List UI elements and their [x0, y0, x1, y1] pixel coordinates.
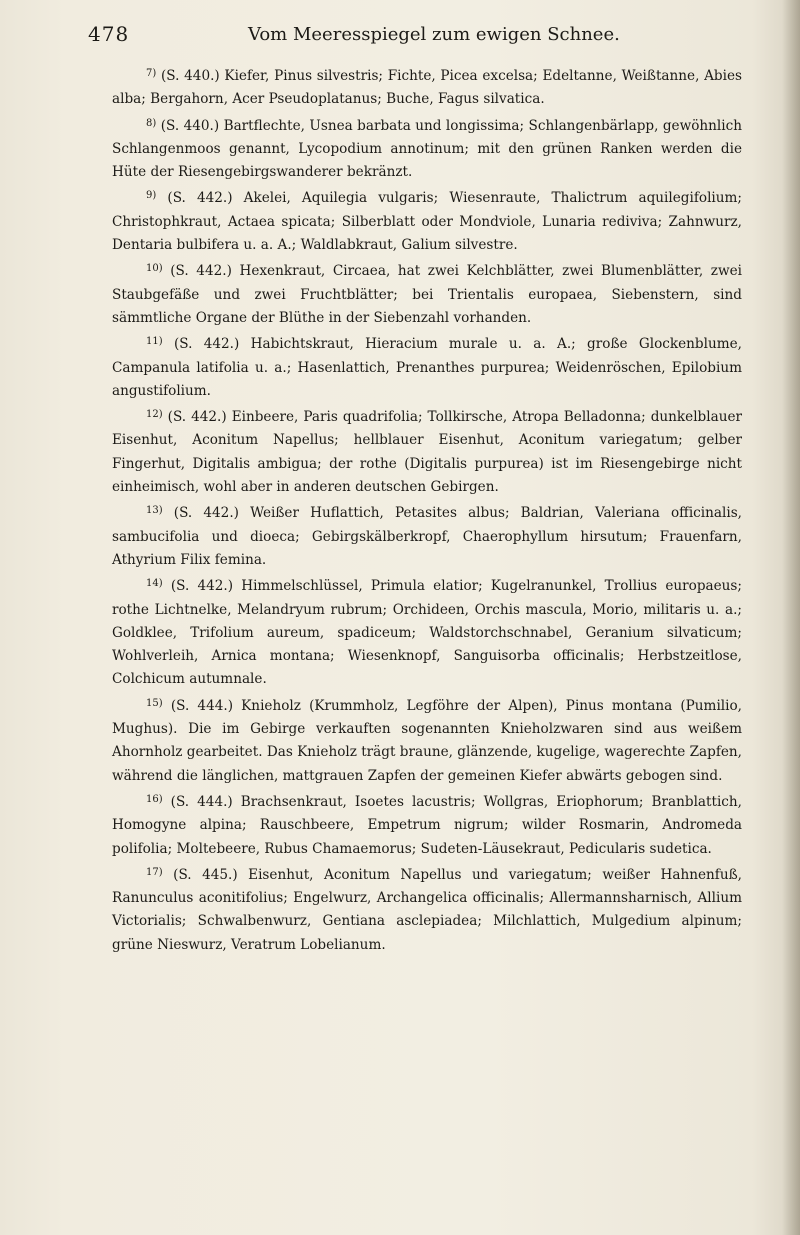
- page-header: [88, 22, 728, 52]
- footnote-7: [112, 62, 742, 112]
- footnote-text: (S. 440.) Bartflechte, Usnea barbata und longissima; Schlangenbärlapp, gewöhnlich Schlangenmoos genannt, Lycopodium annotinum; mit den grünen Ranken werden die Hüte der Riesengebirgswanderer bekränzt.: [112, 117, 742, 181]
- footnote-8: [112, 112, 742, 185]
- footnote-12: [112, 403, 742, 499]
- footnote-marker: 17): [146, 866, 163, 878]
- footnote-text: (S. 444.) Brachsenkraut, Isoetes lacustris; Wollgras, Eriophorum; Branblattich, Homogyne alpina; Rauschbeere, Empetrum nigrum; wilder Rosmarin, Andromeda polifolia; Moltebeere, Rubus Chamaemorus; Sudeten-Läusekraut, Pedicularis sudetica.: [112, 793, 742, 857]
- footnote-text: (S. 445.) Eisenhut, Aconitum Napellus und variegatum; weißer Hahnenfuß, Ranunculus aconitifolius; Engelwurz, Archangelica officinalis; Allermannsharnisch, Allium Victorialis; Schwalbenwurz, Gentiana asclepiadea; Milchlattich, Mulgedium alpinum; grüne Nieswurz, Veratrum Lobelianum.: [112, 866, 742, 953]
- footnote-marker: 13): [146, 505, 163, 517]
- footnote-marker: 12): [146, 409, 163, 421]
- footnote-17: [112, 861, 742, 957]
- footnote-marker: 14): [146, 578, 163, 590]
- footnote-marker: 9): [146, 190, 157, 202]
- page-number: 478: [88, 22, 130, 46]
- footnote-marker: 11): [146, 336, 163, 348]
- footnote-marker: 15): [146, 697, 163, 709]
- footnote-text: (S. 442.) Hexenkraut, Circaea, hat zwei Kelchblätter, zwei Blumenblätter, zwei Staubgefäße und zwei Fruchtblätter; bei Trientalis europaea, Siebenstern, sind sämmtliche Organe der Blüthe in der Siebenzahl vorhanden.: [112, 263, 742, 326]
- footnote-marker: 8): [146, 117, 157, 129]
- footnote-14: [112, 572, 742, 691]
- footnote-text: (S. 442.) Habichtskraut, Hieracium murale u. a. A.; große Glockenblume, Campanula latifolia u. a.; Hasenlattich, Prenanthes purpurea; Weidenröschen, Epilobium angustifolium.: [112, 336, 742, 399]
- footnote-marker: 7): [146, 68, 157, 79]
- footnote-11: [112, 330, 742, 403]
- footnote-text: (S. 444.) Knieholz (Krummholz, Legföhre der Alpen), Pinus montana (Pumilio, Mughus). Die im Gebirge verkauften sogenannten Knieholzwaren sind aus weißem Ahornholz gearbeitet. Das Knieholz trägt braune, glänzende, kugelige, wagerechte Zapfen, während die länglichen, mattgrauen Zapfen der gemeinen Kiefer abwärts gebogen sind.: [112, 697, 742, 784]
- footnote-15: [112, 692, 742, 788]
- footnote-text: (S. 442.) Himmelschlüssel, Primula elatior; Kugelranunkel, Trollius europaeus; rothe Lichtnelke, Melandryum rubrum; Orchideen, Orchis mascula, Morio, militaris u. a.; Goldklee, Trifolium aureum, spadiceum; Waldstorchschnabel, Geranium silvaticum; Wohlverleih, Arnica montana; Wiesenknopf, Sanguisorba officinalis; Herbstzeitlose, Colchicum autumnale.: [112, 578, 742, 688]
- page-spine-shadow: [782, 0, 800, 1235]
- footnote-text: (S. 442.) Akelei, Aquilegia vulgaris; Wiesenraute, Thalictrum aquilegifolium; Christophkraut, Actaea spicata; Silberblatt oder Mondviole, Lunaria rediviva; Zahnwurz, Dentaria bulbifera u. a. A.; Waldlabkraut, Galium silvestre.: [112, 190, 742, 254]
- footnote-text: (S. 440.) Kiefer, Pinus silvestris; Fichte, Picea excelsa; Edeltanne, Weißtanne, Abies alba; Bergahorn, Acer Pseudoplatanus; Buche, Fagus silvatica.: [112, 68, 742, 108]
- footnote-13: [112, 499, 742, 572]
- footnote-16: [112, 788, 742, 861]
- footnote-marker: 16): [146, 793, 163, 805]
- footnote-10: [112, 257, 742, 330]
- footnote-text: (S. 442.) Weißer Huflattich, Petasites albus; Baldrian, Valeriana officinalis, sambucifolia und dioeca; Gebirgskälberkropf, Chaerophyllum hirsutum; Frauenfarn, Athyrium Filix femina.: [112, 505, 742, 568]
- running-title: Vom Meeresspiegel zum ewigen Schnee.: [248, 24, 620, 45]
- footnote-marker: 10): [146, 263, 163, 275]
- footnote-9: [112, 184, 742, 257]
- footnote-text: (S. 442.) Einbeere, Paris quadrifolia; Tollkirsche, Atropa Belladonna; dunkelblauer Eisenhut, Aconitum Napellus; hellblauer Eisenhut, Aconitum variegatum; gelber Fingerhut, Digitalis ambigua; der rothe (Digitalis purpurea) ist im Riesengebirge nicht einheimisch, wohl aber in anderen deutschen Gebirgen.: [112, 409, 743, 496]
- footnotes-section: [112, 62, 742, 957]
